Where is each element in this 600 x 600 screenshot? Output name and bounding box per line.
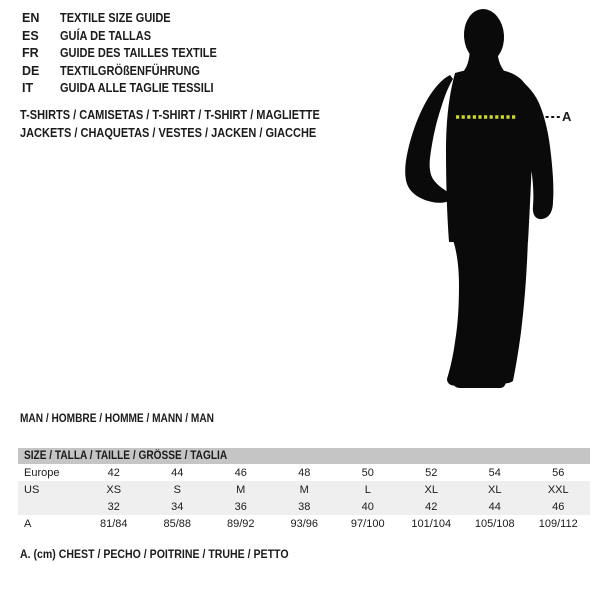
language-label: GUIDA ALLE TAGLIE TESSILI [60,81,214,95]
table-row-europe [18,464,590,481]
language-row [22,80,238,98]
category-jackets: JACKETS / CHAQUETAS / VESTES / JACKEN / GIACCHE [20,126,317,140]
cell: XL [400,481,464,498]
cell: 46 [527,498,591,515]
size-table-grid [18,448,590,532]
cell: 34 [146,498,210,515]
cell: 105/108 [474,517,515,530]
cell: 50 [361,466,374,479]
cell: XL [463,481,527,498]
size-table-header-row [18,448,590,464]
cell: M [273,481,337,498]
cell: 38 [273,498,337,515]
cell: M [209,481,273,498]
chest-footnote: A. (cm) CHEST / PECHO / POITRINE / TRUHE / PETTO [20,547,289,561]
row-label: Europe [24,466,60,479]
cell: XXL [527,481,591,498]
language-label: TEXTILGRÖßENFÜHRUNG [60,63,200,78]
language-code: IT [22,81,34,95]
language-label: GUIDE DES TAILLES TEXTILE [60,46,217,60]
cell: 42 [107,466,120,479]
cell: 44 [463,498,527,515]
cell: 89/92 [226,517,255,530]
language-label: TEXTILE SIZE GUIDE [60,11,171,25]
table-row-us [18,481,590,498]
cell: 32 [82,498,146,515]
cell: 44 [171,466,184,479]
cell: 56 [552,466,565,479]
cell: 81/84 [99,517,128,530]
cell: 40 [336,498,400,515]
cell: 109/112 [538,517,578,530]
language-row [22,28,238,46]
cell: 42 [400,498,464,515]
cell: 54 [488,466,501,479]
cell: 48 [298,466,311,479]
cell: 101/104 [411,517,452,530]
cell: 93/96 [290,517,319,530]
cell: 97/100 [350,517,385,530]
size-table [18,448,590,532]
table-row-chest-a [18,515,590,532]
language-list [22,10,238,98]
cell: 36 [209,498,273,515]
garment-categories [20,106,361,142]
cell: 46 [234,466,247,479]
table-row-uk [18,498,590,515]
category-tshirts: T-SHIRTS / CAMISETAS / T-SHIRT / T-SHIRT / MAGLIETTE [20,108,320,122]
language-row [22,10,238,28]
row-label [18,498,82,515]
section-title-man: MAN / HOMBRE / HOMME / MANN / MAN [20,413,214,425]
measurement-label-a: A [562,109,572,124]
language-row [22,45,238,63]
language-code: DE [22,63,40,78]
language-code: ES [22,28,39,43]
cell: 52 [425,466,438,479]
row-label: US [18,481,82,498]
language-code: EN [22,11,40,25]
cell: 85/88 [163,517,192,530]
language-label: GUÍA DE TALLAS [60,28,152,43]
cell: S [146,481,210,498]
size-table-header: SIZE / TALLA / TAILLE / GRÖSSE / TAGLIA [24,450,228,462]
cell: L [336,481,400,498]
cell: XS [82,481,146,498]
language-code: FR [22,46,39,60]
row-label: A [24,517,32,530]
silhouette-shape [405,8,553,388]
language-row [22,63,238,81]
